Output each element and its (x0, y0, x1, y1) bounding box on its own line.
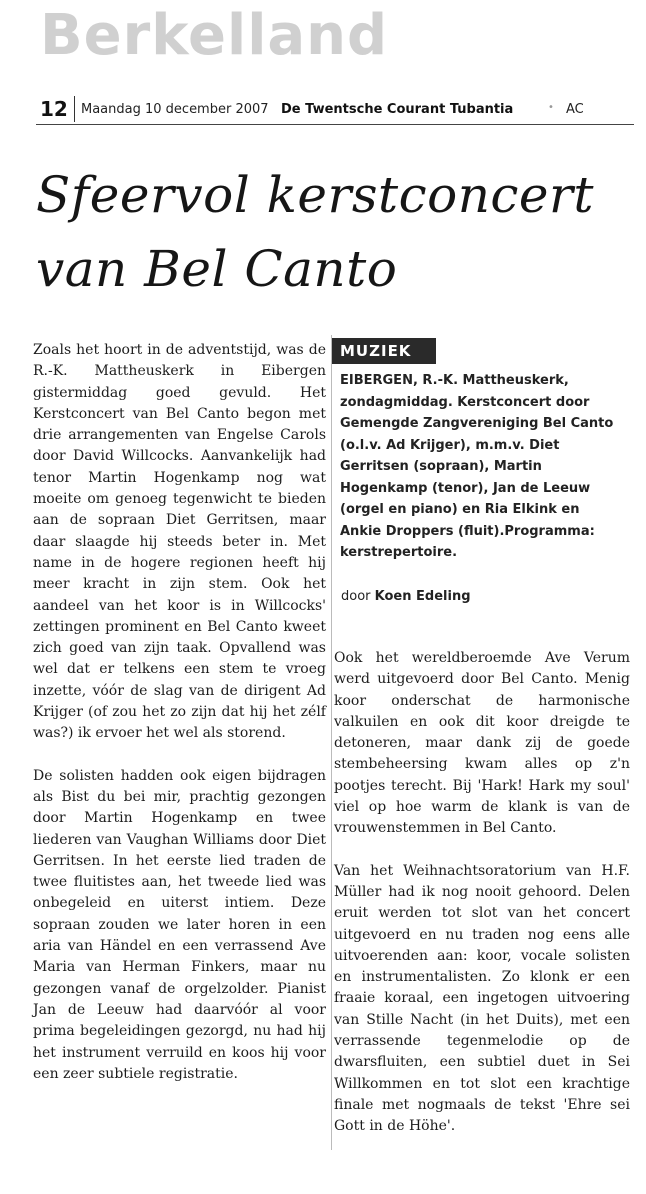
byline-author: Koen Edeling (374, 589, 471, 604)
category-label: MUZIEK (332, 338, 436, 364)
article-paragraph: Van het Weihnachtsoratorium van H.F. Müller had ik nog nooit gehoord. Delen eruit werden tot slot van het concert uitgevoerd en nu traden nog eens alle uitvoerenden aan: koor, vocale solisten en instrumentalisten. Zo klonk er een fraaie koraal, een ingetogen uitvoering van Stille Nacht (in het Duits), met een verrassende tegenmelodie op de dwarsfluiten, een subtiel duet in Sei Willkommen en tot slot een krachtige finale met nogmaals de tekst 'Ehre sei Gott in de Höhe'. (334, 862, 630, 1135)
concert-info-box (332, 338, 626, 564)
edition-code: AC (566, 102, 584, 117)
byline (341, 589, 471, 604)
article-column-right (334, 648, 630, 1159)
page-number: 12 (40, 96, 75, 122)
publication-name: De Twentsche Courant Tubantia (281, 102, 514, 117)
publication-date: Maandag 10 december 2007 (81, 102, 269, 117)
publication-meta-bar (36, 96, 634, 125)
byline-prefix: door (341, 589, 371, 604)
section-title: Berkelland (40, 3, 389, 68)
article-column-left (33, 340, 326, 1106)
article-paragraph: De solisten hadden ook eigen bijdragen als Bist du bei mir, prachtig gezongen door Martin Hogenkamp en twee liederen van Vaughan Williams door Diet Gerritsen. In het eerste lied traden de twee fluitistes aan, het tweede lied was onbegeleid en uiterst intiem. Deze sopraan zouden we later horen in een aria van Händel en een verrassend Ave Maria van Herman Finkers, maar nu gezongen vanaf de orgelzolder. Pianist Jan de Leeuw had daarvóór al voor prima begeleidingen gezorgd, nu had hij het instrument verruild en koos hij voor een zeer subtiele registratie. (33, 767, 326, 1082)
headline-line-2: van Bel Canto (36, 240, 398, 298)
article-paragraph: Ook het wereldberoemde Ave Verum werd uitgevoerd door Bel Canto. Menig koor onderschat de harmonische valkuilen en ook dit koor dreigde te detoneren, maar dank zij de goede stembeheersing kwam alles op z'n pootjes terecht. Bij 'Hark! Hark my soul' viel op hoe warm de klank is van de vrouwenstemmen in Bel Canto. (334, 650, 630, 837)
concert-details: EIBERGEN, R.-K. Mattheuskerk, zondagmiddag. Kerstconcert door Gemengde Zangvereniging Bel Canto (o.l.v. Ad Krijger), m.m.v. Diet Gerritsen (sopraan), Martin Hogenkamp (tenor), Jan de Leeuw (orgel en piano) en Ria Elkink en Ankie Droppers (fluit).Programma: kerstrepertoire. (340, 373, 614, 560)
separator-dot: • (548, 102, 554, 113)
headline-line-1: Sfeervol kerstconcert (36, 166, 595, 224)
article-paragraph: Zoals het hoort in de adventstijd, was de R.-K. Mattheuskerk in Eibergen gistermiddag goed gevuld. Het Kerstconcert van Bel Canto begon met drie arrangementen van Engelse Carols door David Willcocks. Aanvankelijk had tenor Martin Hogenkamp nog wat moeite om genoeg tegenwicht te bieden aan de sopraan Diet Gerritsen, maar daar slaagde hij steeds beter in. Met name in de hogere regionen heeft hij meer kracht in zijn stem. Ook het aandeel van het koor is in Willcocks' zettingen prominent en Bel Canto kweet zich goed van zijn taak. Opvallend was wel dat er telkens een stem te vroeg inzette, vóór de slag van de dirigent Ad Krijger (of zou het zo zijn dat hij het zélf was?) ik ervoer het wel als storend. (33, 342, 326, 742)
article-headline (36, 158, 636, 306)
